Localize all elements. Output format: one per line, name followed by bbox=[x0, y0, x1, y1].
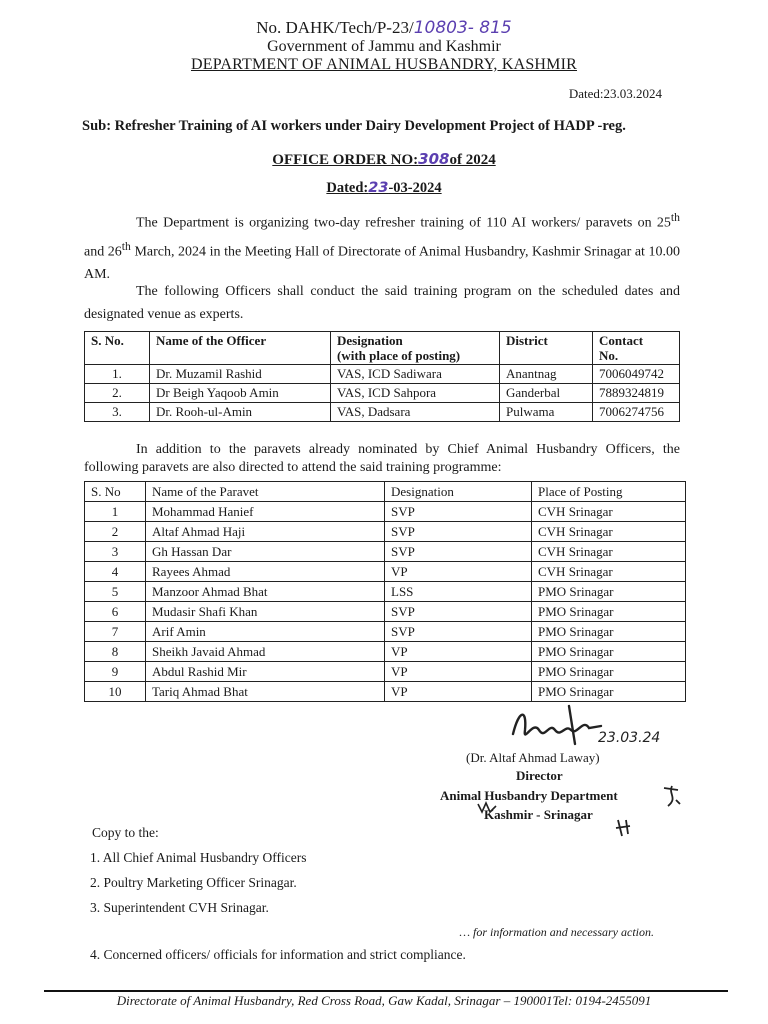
paragraph-paravets-intro: In addition to the paravets already nominated by Chief Animal Husbandry Officers, the following paravets are also directed to attend the said training programme: bbox=[84, 442, 680, 475]
handwritten-order-number: 308 bbox=[418, 150, 450, 168]
table-row: 4 Rayees Ahmad VP CVH Srinagar bbox=[85, 562, 686, 582]
handwritten-ref-number: 10803- 815 bbox=[413, 18, 512, 38]
copy-item: 3. Superintendent CVH Srinagar. bbox=[90, 900, 269, 915]
header-district: District bbox=[500, 332, 593, 365]
table-row: 6 Mudasir Shafi Khan SVP PMO Srinagar bbox=[85, 602, 686, 622]
header-contact: Contact No. bbox=[593, 332, 680, 365]
header-designation: Designation (with place of posting) bbox=[331, 332, 500, 365]
paragraph-training-info: The Department is organizing two-day refresher training of 110 AI workers/ paravets on 25th and 26th March, 2024 in the Meeting Hall of Directorate of Animal Husbandry, Kashmir Srinagar at 10.00 AM. bbox=[84, 211, 680, 283]
table-row: 9 Abdul Rashid Mir VP PMO Srinagar bbox=[85, 662, 686, 682]
info-note: … for information and necessary action. bbox=[459, 925, 654, 939]
table-row: 1 Mohammad Hanief SVP CVH Srinagar bbox=[85, 502, 686, 522]
signer-title: Director bbox=[516, 768, 563, 783]
signer-department: Animal Husbandry Department bbox=[440, 788, 618, 803]
table-row: 2 Altaf Ahmad Haji SVP CVH Srinagar bbox=[85, 522, 686, 542]
header-officer-name: Name of the Officer bbox=[150, 332, 331, 365]
office-order-number: OFFICE ORDER NO:308of 2024 bbox=[272, 150, 496, 168]
officers-table bbox=[84, 331, 680, 422]
signature-date: 23.03.24 bbox=[598, 730, 661, 746]
subject-line: Sub: Refresher Training of AI workers under Dairy Development Project of HADP -reg. bbox=[82, 118, 626, 134]
header-posting: Place of Posting bbox=[532, 482, 686, 502]
table-row: 3. Dr. Rooh-ul-Amin VAS, Dadsara Pulwama 7006274756 bbox=[85, 403, 680, 422]
table-row: 3 Gh Hassan Dar SVP CVH Srinagar bbox=[85, 542, 686, 562]
handwritten-day: 23 bbox=[368, 180, 389, 196]
top-date: Dated:23.03.2024 bbox=[568, 86, 662, 101]
initial-mark-icon bbox=[660, 784, 684, 810]
table-row: 10 Tariq Ahmad Bhat VP PMO Srinagar bbox=[85, 682, 686, 702]
copy-item: 2. Poultry Marketing Officer Srinagar. bbox=[90, 875, 297, 890]
table-row: 8 Sheikh Javaid Ahmad VP PMO Srinagar bbox=[85, 642, 686, 662]
table-row: 7 Arif Amin SVP PMO Srinagar bbox=[85, 622, 686, 642]
paravets-table bbox=[84, 481, 686, 702]
table-row: 2. Dr Beigh Yaqoob Amin VAS, ICD Sahpora Ganderbal 7889324819 bbox=[85, 384, 680, 403]
director-signature-mark bbox=[505, 700, 610, 750]
copy-to-heading: Copy to the: bbox=[92, 825, 159, 840]
footer-divider bbox=[44, 990, 728, 992]
order-date: Dated:23-03-2024 bbox=[326, 180, 442, 196]
department-heading: DEPARTMENT OF ANIMAL HUSBANDRY, KASHMIR bbox=[190, 56, 578, 73]
header-designation: Designation bbox=[385, 482, 532, 502]
table-header-row bbox=[85, 482, 686, 502]
reference-number: No. DAHK/Tech/P-23/10803- 815 bbox=[256, 18, 512, 38]
table-row: 5 Manzoor Ahmad Bhat LSS PMO Srinagar bbox=[85, 582, 686, 602]
initial-mark-icon bbox=[476, 800, 498, 816]
government-line: Government of Jammu and Kashmir bbox=[267, 38, 501, 55]
signer-location: Kashmir - Srinagar bbox=[484, 807, 593, 822]
copy-item: 4. Concerned officers/ officials for information and strict compliance. bbox=[90, 947, 466, 962]
table-header-row bbox=[85, 332, 680, 365]
footer-address: Directorate of Animal Husbandry, Red Cross Road, Gaw Kadal, Srinagar – 190001Tel: 0194-2455091 bbox=[116, 993, 652, 1008]
signer-name: (Dr. Altaf Ahmad Laway) bbox=[466, 750, 600, 765]
paragraph-officers-intro: The following Officers shall conduct the said training program on the scheduled dates and designated venue as experts. bbox=[84, 284, 680, 322]
initial-mark-icon bbox=[612, 816, 634, 840]
header-sno: S. No bbox=[85, 482, 146, 502]
copy-item: 1. All Chief Animal Husbandry Officers bbox=[90, 850, 307, 865]
header-paravet-name: Name of the Paravet bbox=[146, 482, 385, 502]
table-row: 1. Dr. Muzamil Rashid VAS, ICD Sadiwara Anantnag 7006049742 bbox=[85, 365, 680, 384]
header-sno: S. No. bbox=[85, 332, 150, 365]
